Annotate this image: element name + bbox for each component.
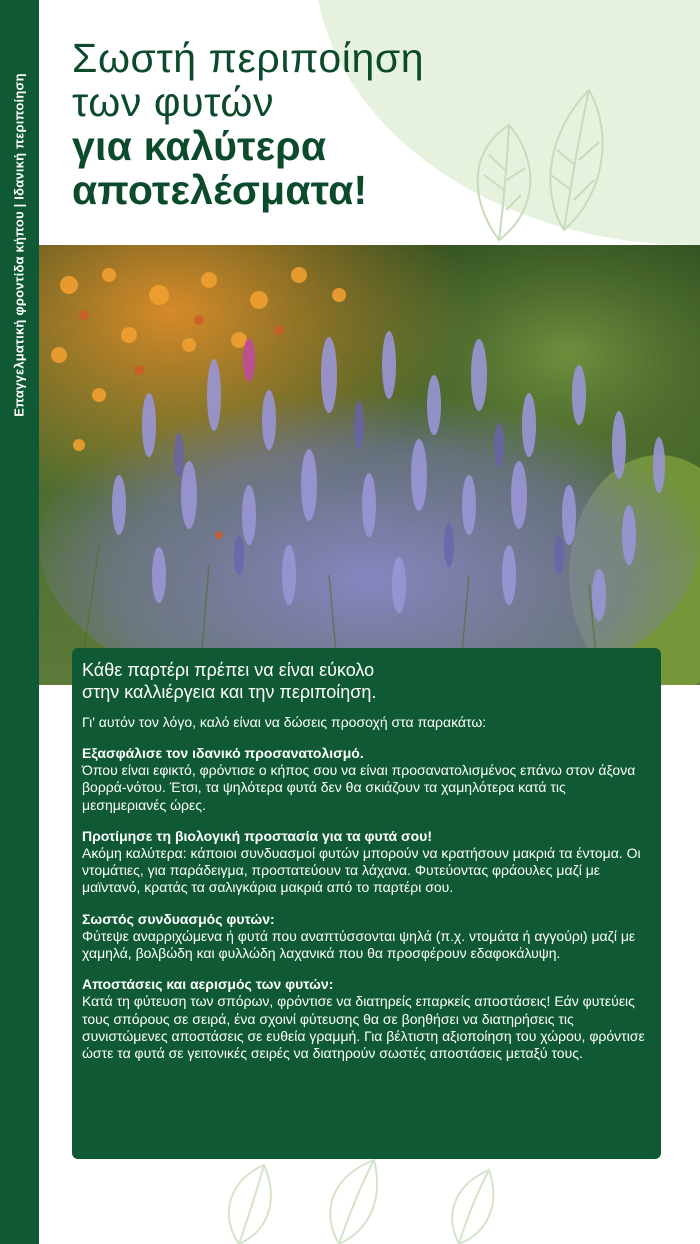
tip-title: Σωστός συνδυασμός φυτών: xyxy=(82,910,275,927)
tips-panel xyxy=(72,648,661,1159)
tip-plant-combination xyxy=(82,911,647,963)
tip-spacing xyxy=(82,976,647,1062)
side-label: Επαγγελματική φροντίδα κήπου | Ιδανική περιποίηση xyxy=(11,73,27,417)
panel-heading xyxy=(82,659,647,703)
title-line-1: Σωστή περιποίηση xyxy=(72,35,425,81)
title-line-3: για καλύτερα xyxy=(72,123,327,169)
tip-title: Εξασφάλισε τον ιδανικό προσανατολισμό. xyxy=(82,745,364,761)
leaf-decoration-icon xyxy=(209,1155,529,1244)
tip-title: Αποστάσεις και αερισμός των φυτών: xyxy=(82,976,334,993)
title-line-2: των φυτών xyxy=(72,79,275,125)
tip-body: Όπου είναι εφικτό, φρόντισε ο κήπος σου να είναι προσανατολισμένος επάνω στον άξονα βορρά-νότου. Έτσι, τα ψηλότερα φυτά δεν θα σκιάζουν τα χαμηλότερα κατά τις μεσημεριανές ώρες. xyxy=(82,762,636,813)
title-line-4: αποτελέσματα! xyxy=(72,167,368,213)
panel-heading-line-2: στην καλλιέργεια και την περιποίηση. xyxy=(82,682,377,702)
tip-bio-protection xyxy=(82,828,647,897)
tip-body: Κατά τη φύτευση των σπόρων, φρόντισε να διατηρείς επαρκείς αποστάσεις! Εάν φυτεύεις τους σπόρους σε σειρά, ένα σχοινί φύτευσης θα σε βοηθήσει να διατηρήσεις τις συνιστώμενες αποστάσεις σε ευθεία γραμμή. Για βέλτιστη αξιοποίηση του χώρου, φρόντισε ώστε τα φυτά σε γειτονικές σειρές να διατηρούν σωστές αποστάσεις μεταξύ τους. xyxy=(82,993,645,1062)
tip-title: Προτίμησε τη βιολογική προστασία για τα φυτά σου! xyxy=(82,827,432,844)
side-bar xyxy=(0,0,39,1244)
panel-intro: Γι' αυτόν τον λόγο, καλό είναι να δώσεις προσοχή στα παρακάτω: xyxy=(82,714,487,730)
tip-body: Φύτεψε αναρριχώμενα ή φυτά που αναπτύσσονται ψηλά (π.χ. ντομάτα ή αγγούρι) μαζί με χαμηλά, βολβώδη και φυλλώδη λαχανικά που θα προσφέρουν εδαφοκάλυψη. xyxy=(82,927,636,962)
page-title xyxy=(72,36,502,212)
flower-photo xyxy=(39,245,700,685)
tip-orientation xyxy=(82,745,647,814)
tip-body: Ακόμη καλύτερα: κάποιοι συνδυασμοί φυτών μπορούν να κρατήσουν μακριά τα έντομα. Οι ντομάτιες, για παράδειγμα, προστατεύουν τα λάχανα. Φυτεύοντας φράουλες μαζί με μαϊντανό, κρατάς τα σαλιγκάρια μακριά από το παρτέρι σου. xyxy=(82,845,641,896)
panel-heading-line-1: Κάθε παρτέρι πρέπει να είναι εύκολο xyxy=(82,660,375,680)
